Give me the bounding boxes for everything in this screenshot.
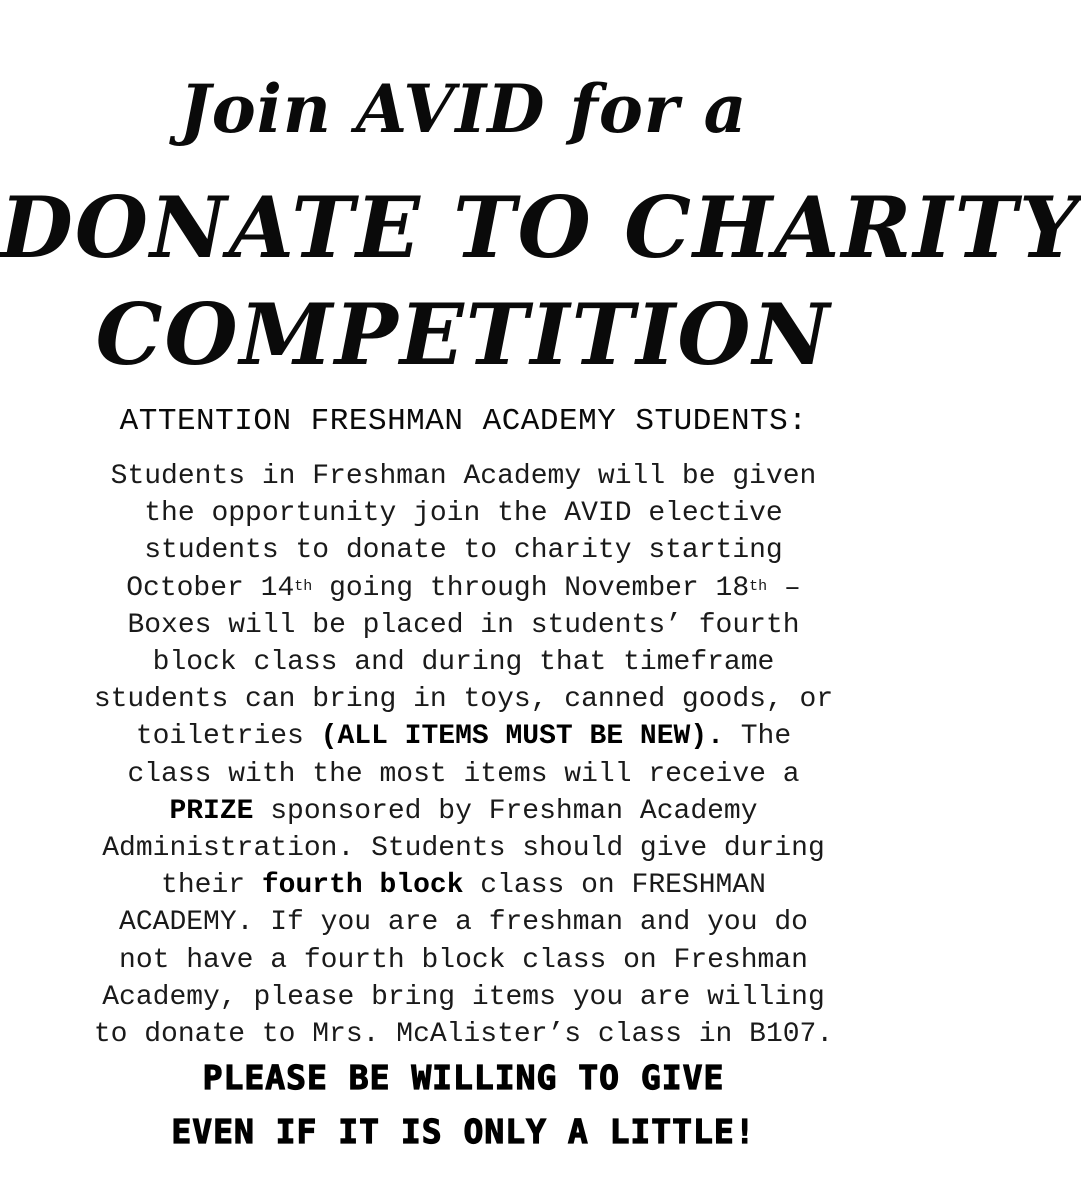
title-line-1: DONATE TO CHARITY — [0, 178, 1081, 277]
body-line: block class and during that timeframe — [152, 647, 775, 679]
body-line — [0, 793, 927, 830]
dash: – — [767, 572, 801, 604]
body-line: Administration. Students should give during — [102, 833, 825, 865]
end-date: going through November 18 — [312, 572, 750, 604]
body-line: Students in Freshman Academy will be given — [110, 461, 817, 492]
body-line: class with the most items will receive a — [127, 758, 800, 790]
ordinal-suffix: th — [749, 577, 768, 595]
intro-heading: Join AVID for a — [179, 70, 748, 148]
body-text-segment: The — [723, 721, 792, 753]
ordinal-suffix: th — [294, 577, 313, 595]
body-line: students can bring in toys, canned goods, or — [93, 684, 834, 716]
body-text-segment: toiletries — [135, 721, 321, 753]
body-text-segment: their — [161, 870, 262, 902]
body-line: not have a fourth block class on Freshman — [119, 944, 808, 976]
body-line: Academy, please bring items you are willing — [102, 981, 825, 1013]
body-line: the opportunity join the AVID elective — [144, 498, 783, 530]
fourth-block-emphasis: fourth block — [261, 870, 464, 902]
closing-line-2: EVEN IF IT IS ONLY A LITTLE! — [171, 1112, 756, 1151]
new-items-emphasis: (ALL ITEMS MUST BE NEW). — [320, 721, 724, 753]
prize-emphasis: PRIZE — [169, 795, 254, 827]
closing-line-1: PLEASE BE WILLING TO GIVE — [202, 1058, 725, 1097]
title-line-2: COMPETITION — [95, 285, 832, 384]
body-line: Boxes will be placed in students’ fourth — [127, 609, 800, 641]
start-date: October 14 — [126, 572, 295, 604]
body-line: to donate to Mrs. McAlister’s class in B107. — [93, 1019, 834, 1051]
body-text-segment: sponsored by Freshman Academy — [253, 795, 758, 827]
body-line: ACADEMY. If you are a freshman and you do — [119, 907, 808, 939]
attention-heading: ATTENTION FRESHMAN ACADEMY STUDENTS: — [119, 404, 808, 439]
body-text-segment: class on FRESHMAN — [463, 870, 766, 902]
body-line — [0, 718, 927, 755]
body-line-dates — [0, 570, 927, 607]
body-paragraph — [0, 458, 927, 1053]
body-line: students to donate to charity starting — [144, 535, 783, 567]
body-line — [0, 867, 927, 904]
